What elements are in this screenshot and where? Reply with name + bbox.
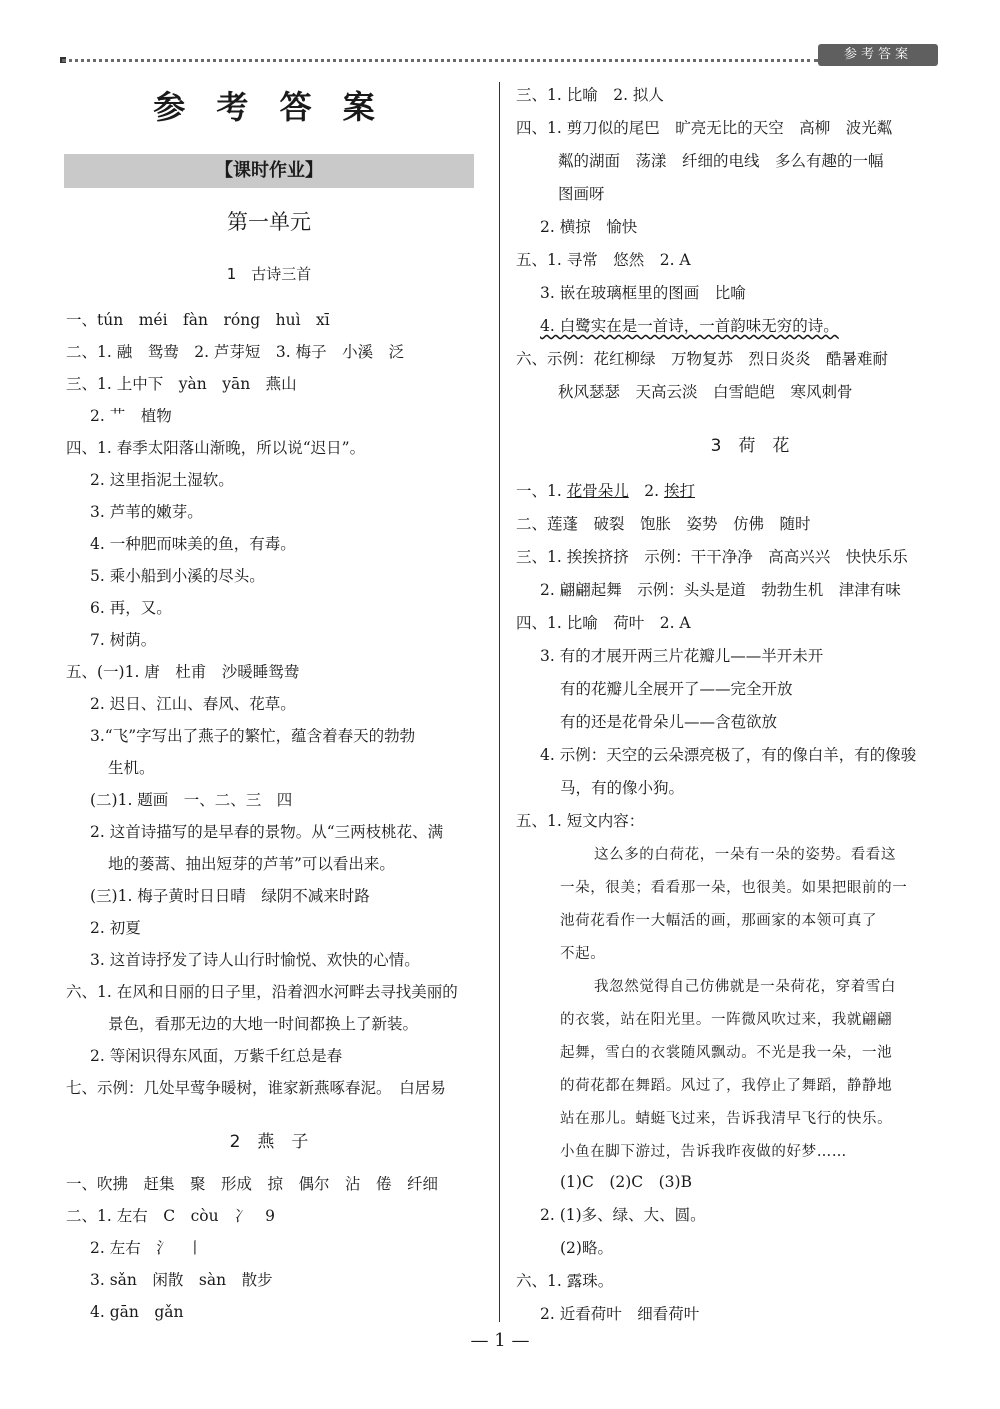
answer-line: 二、莲蓬 破裂 饱胀 姿势 仿佛 随时 — [516, 515, 811, 533]
answer-line: 五、1. 短文内容： — [516, 812, 645, 830]
passage-line: 不起。 — [560, 946, 606, 962]
answer-line: 3. 这首诗抒发了诗人山行时愉悦、欢快的心情。 — [90, 951, 420, 969]
passage-line: 站在那儿。蜻蜓飞过来，告诉我清早飞行的快乐。 — [560, 1111, 893, 1127]
answer-line: 四、1. 剪刀似的尾巴 旷亮无比的天空 高柳 波光粼 — [516, 119, 893, 137]
passage-line: 我忽然觉得自己仿佛就是一朵荷花，穿着雪白 — [594, 979, 896, 995]
answer-line: 三、1. 上中下 yàn yān 燕山 — [66, 375, 297, 393]
passage-line: 起舞，雪白的衣裳随风飘动。不光是我一朵，一池 — [560, 1045, 893, 1061]
answer-line: 3. sǎn 闲散 sàn 散步 — [90, 1271, 273, 1289]
answer-line: 2. 等闲识得东风面，万紫千红总是春 — [90, 1047, 343, 1065]
answer-line: 有的还是花骨朵儿——含苞欲放 — [560, 713, 778, 731]
answer-line: (二)1. 题画 一、二、三 四 — [90, 791, 293, 809]
passage-line: 的荷花都在舞蹈。风过了，我停止了舞蹈，静静地 — [560, 1078, 893, 1094]
answer-line: 七、示例：几处早莺争暖树，谁家新燕啄春泥。 白居易 — [66, 1079, 446, 1097]
answer-line: 一、吹拂 赶集 聚 形成 掠 偶尔 沾 倦 纤细 — [66, 1175, 439, 1193]
answer-line: 生机。 — [108, 759, 155, 777]
answer-line: 2. 近看荷叶 细看荷叶 — [540, 1305, 700, 1323]
answer-line: 3. 嵌在玻璃框里的图画 比喻 — [540, 284, 746, 302]
answer-line: 2. 横掠 愉快 — [540, 218, 638, 236]
section-bar: 【课时作业】 — [64, 154, 474, 188]
header-tab: 参考答案 — [818, 44, 938, 66]
answer-line: 2. 左右 氵 丨 — [90, 1239, 203, 1257]
answer-line: 地的蒌蒿、抽出短芽的芦苇”可以看出来。 — [108, 855, 395, 873]
passage-line: 这么多的白荷花，一朵有一朵的姿势。看看这 — [594, 847, 896, 863]
answer-line: 6. 再，又。 — [90, 599, 172, 617]
page-title: 参 考 答 案 — [153, 88, 385, 126]
answer-line: 五、1. 寻常 悠然 2. A — [516, 251, 691, 269]
answer-line: 五、(一)1. 唐 杜甫 沙暖睡鸳鸯 — [66, 663, 300, 681]
passage-line: 一朵，很美；看看那一朵，也很美。如果把眼前的一 — [560, 880, 908, 896]
answer-line: 2. 这里指泥土湿软。 — [90, 471, 234, 489]
answer-line: 4. gān gǎn — [90, 1303, 184, 1321]
answer-line: 二、1. 融 鸳鸯 2. 芦芽短 3. 梅子 小溪 泛 — [66, 343, 405, 361]
header-dotted-rule — [62, 59, 818, 62]
passage-line: 池荷花看作一大幅活的画，那画家的本领可真了 — [560, 913, 878, 929]
column-divider — [499, 82, 500, 1322]
answer-line: 景色，看那无边的大地一时间都换上了新装。 — [108, 1015, 419, 1033]
answer-line: 四、1. 春季太阳落山渐晚，所以说“迟日”。 — [66, 439, 366, 457]
passage-line: 小鱼在脚下游过，告诉我昨夜做的好梦…… — [560, 1144, 847, 1160]
answer-line: 四、1. 比喻 荷叶 2. A — [516, 614, 691, 632]
underlined-answer: 挨打 — [663, 482, 695, 500]
answer-line: 7. 树荫。 — [90, 631, 157, 649]
answer-line: 马，有的像小狗。 — [560, 779, 685, 797]
answer-line: 2. 迟日、江山、春风、花草。 — [90, 695, 296, 713]
answer-line: 六、1. 在风和日丽的日子里，沿着泗水河畔去寻找美丽的 — [66, 983, 458, 1001]
answer-line: 二、1. 左右 C còu 冫 9 — [66, 1207, 275, 1225]
answer-line: 三、1. 挨挨挤挤 示例：干干净净 高高兴兴 快快乐乐 — [516, 548, 908, 566]
lesson-title: 1 古诗三首 — [226, 265, 312, 283]
answer-line: 有的花瓣儿全展开了——完全开放 — [560, 680, 793, 698]
answer-line: 3. 芦苇的嫩芽。 — [90, 503, 203, 521]
answer-line: 秋风瑟瑟 天高云淡 白雪皑皑 寒风刺骨 — [558, 383, 853, 401]
answer-line: (1)C (2)C (3)B — [560, 1173, 692, 1191]
answer-line: 六、示例：花红柳绿 万物复苏 烈日炎炎 酷暑难耐 — [516, 350, 889, 368]
answer-line: (2)略。 — [560, 1239, 613, 1257]
answer-line: 4. 一种肥而味美的鱼，有毒。 — [90, 535, 296, 553]
answer-line: 3.“飞”字写出了燕子的繁忙，蕴含着春天的勃勃 — [90, 727, 416, 745]
answer-line: 一、tún méi fàn róng huì xī — [66, 311, 330, 329]
underlined-answer: 花骨朵儿 — [566, 482, 629, 500]
passage-line: 的衣裳，站在阳光里。一阵微风吹过来，我就翩翩 — [560, 1012, 893, 1028]
answer-line: 2. 翩翩起舞 示例：头头是道 勃勃生机 津津有味 — [540, 581, 901, 599]
answer-line: (三)1. 梅子黄时日日晴 绿阴不减来时路 — [90, 887, 370, 905]
lesson-title: 3 荷 花 — [710, 436, 790, 456]
unit-title: 第一单元 — [227, 210, 311, 234]
answer-line: 2. 这首诗描写的是早春的景物。从“三两枝桃花、满 — [90, 823, 444, 841]
lesson-title: 2 燕 子 — [229, 1132, 309, 1152]
answer-line: 一、1. 花骨朵儿 2. 挨打 — [516, 482, 695, 500]
answer-line: 2. (1)多、绿、大、圆。 — [540, 1206, 706, 1224]
answer-line: 粼的湖面 荡漾 纤细的电线 多么有趣的一幅 — [558, 152, 884, 170]
answer-line: 三、1. 比喻 2. 拟人 — [516, 86, 664, 104]
answer-line: 2. 初夏 — [90, 919, 141, 937]
page-number: — 1 — — [470, 1330, 530, 1351]
answer-line: 六、1. 露珠。 — [516, 1272, 614, 1290]
answer-line: 5. 乘小船到小溪的尽头。 — [90, 567, 265, 585]
answer-line: 2. 艹 植物 — [90, 407, 172, 425]
answer-line: 3. 有的才展开两三片花瓣儿——半开未开 — [540, 647, 824, 665]
answer-line: 图画呀 — [558, 185, 605, 203]
answer-line: 4. 白鹭实在是一首诗，一首韵味无穷的诗。 — [540, 317, 839, 335]
answer-line: 4. 示例：天空的云朵漂亮极了，有的像白羊，有的像骏 — [540, 746, 917, 764]
